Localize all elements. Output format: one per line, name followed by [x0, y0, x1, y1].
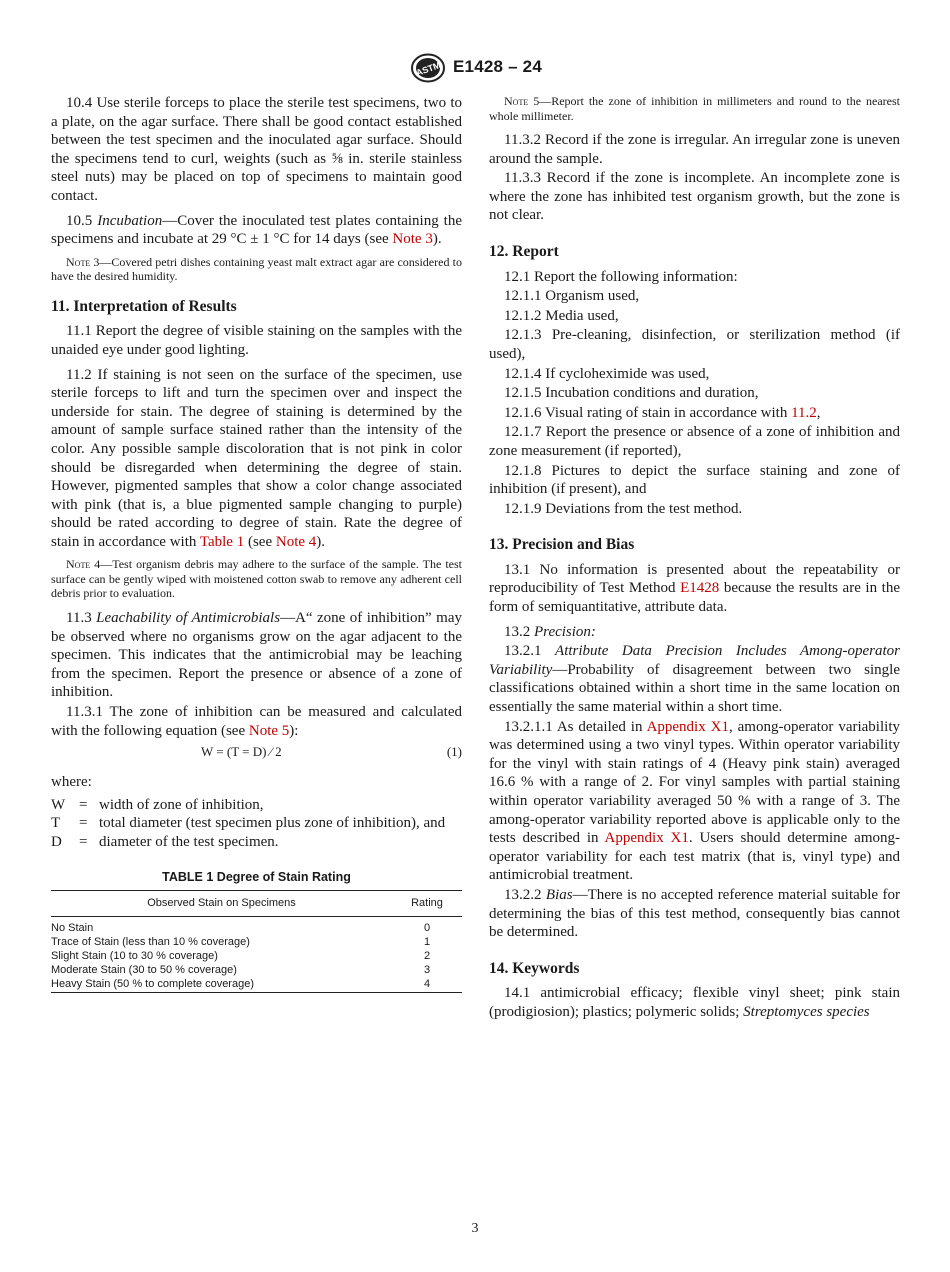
- table-row: No Stain 0: [51, 921, 431, 934]
- page-header: [0, 53, 950, 83]
- report-item: 12.1.3 Pre-cleaning, disinfection, or sterilization method (if used),: [489, 327, 900, 362]
- para-13-2-1: 13.2.1 Attribute Data Precision Includes Among-operator Variability—Probability of disagreement between two single classifications obtained within a short time in the same location on essentially the same material within a short time.: [489, 643, 901, 716]
- report-item: 12.1.7 Report the presence or absence of a zone of inhibition and zone measurement (if reported),: [489, 424, 900, 459]
- appendix-x1-link[interactable]: Appendix X1: [604, 830, 689, 847]
- variable-definitions: [51, 796, 462, 852]
- para-13-1: 13.1 No information is presented about the repeatability or reproducibility of Test Method E1428 because the results are in the form of semiquantitative, attribute data.: [489, 561, 900, 616]
- para-10-4: 10.4 Use sterile forceps to place the sterile test specimens, two to a plate, on the agar surface. There shall be good contact established between the test specimen and the inoculated agar surface. Should the specimens tend to curl, weights (such as ⅝ in. sterile stainless steel nuts) may be placed on top of specimens to maintain good contact.: [51, 95, 462, 204]
- report-item: 12.1.2 Media used,: [504, 307, 619, 324]
- report-item: 12.1.4 If cycloheximide was used,: [504, 365, 710, 382]
- table-1-link[interactable]: Table 1: [199, 533, 245, 550]
- note-4: Note 4—Test organism debris may adhere to the surface of the sample. The test surface can be gently wiped with moistened cotton swab to remove any adherent cell debris prior to evaluation.: [51, 557, 462, 601]
- svg-text:ASTM: ASTM: [414, 59, 443, 78]
- table-header: Rating: [392, 891, 462, 917]
- para-13-2-2: 13.2.2 Bias—There is no accepted reference material suitable for determining the bias of this test method, consequently bias cannot be determined.: [489, 886, 900, 941]
- equation-1: [51, 741, 462, 767]
- section-12-heading: 12. Report: [489, 242, 559, 260]
- report-item: 12.1 Report the following information:: [504, 268, 738, 285]
- astm-logo-icon: [410, 53, 446, 83]
- report-item: 12.1.1 Organism used,: [504, 288, 640, 305]
- definition-row: T = total diameter (test specimen plus zone of inhibition), and: [51, 815, 446, 832]
- para-11-2: 11.2 If staining is not seen on the surface of the specimen, use sterile forceps to lift and turn the specimen over and inspect the underside for stain. The degree of staining is determined by the amount of sample surface stained rather than the intensity of the color. Any possible sample discoloration that is not pink in color should be disregarded when determining the degree of stain. However, pigmented samples that show a color change associated with pink (that is, a blue pigmented sample changing to purple) should be rated according to degree of stain. Rate the degree of stain in accordance with Table 1 (see Note 4).: [51, 366, 462, 550]
- table-row: Heavy Stain (50 % to complete coverage) 4: [51, 977, 462, 993]
- report-item: 12.1.9 Deviations from the test method.: [504, 500, 743, 517]
- para-14-1: 14.1 antimicrobial efficacy; flexible vinyl sheet; pink stain (prodigiosion); plastics; polymeric solids; Streptomyces species: [489, 985, 900, 1020]
- definition-row: W = width of zone of inhibition,: [51, 796, 264, 813]
- note-5-link[interactable]: Note 5: [248, 722, 290, 739]
- document-id: E1428 – 24: [453, 57, 542, 76]
- para-11-3-3: 11.3.3 Record if the zone is incomplete. An incomplete zone is where the zone has inhibited test organism growth, but the zone is not clear.: [489, 170, 900, 224]
- section-14-heading: 14. Keywords: [489, 959, 580, 977]
- definition-row: D = diameter of the test specimen.: [51, 833, 279, 850]
- para-11-3-2: 11.3.2 Record if the zone is irregular. An irregular zone is uneven around the sample.: [489, 132, 900, 167]
- section-11-heading: 11. Interpretation of Results: [51, 297, 237, 315]
- where-label: where:: [51, 774, 92, 791]
- page-number: 3: [471, 1221, 479, 1236]
- table-row: Moderate Stain (30 to 50 % coverage) 3: [51, 963, 431, 976]
- stain-rating-table: [51, 890, 462, 993]
- para-10-5: 10.5 Incubation—Cover the inoculated test plates containing the specimens and incubate at 29 °C ± 1 °C for 14 days (see Note 3).: [51, 212, 463, 248]
- report-item: 12.1.6 Visual rating of stain in accordance with 11.2,: [504, 404, 821, 421]
- note-3: Note 3—Covered petri dishes containing yeast malt extract agar are considered to have the desired humidity.: [51, 254, 462, 284]
- table-row: Slight Stain (10 to 30 % coverage) 2: [51, 949, 431, 962]
- para-11-3-1: 11.3.1 The zone of inhibition can be measured and calculated with the following equation (see Note 5):: [51, 703, 462, 739]
- note-5: Note 5—Report the zone of inhibition in millimeters and round to the nearest whole millimeter.: [489, 94, 900, 123]
- e1428-link[interactable]: E1428: [680, 580, 720, 597]
- note-3-link[interactable]: Note 3: [392, 231, 433, 248]
- left-column: [51, 94, 462, 993]
- para-11-3: 11.3 Leachability of Antimicrobials—A“ zone of inhibition” may be observed where no organisms grow on the agar adjacent to the specimen. This indicates that the antimicrobial may be leaching from the specimen. Report the presence or absence of a zone of inhibition.: [51, 609, 462, 701]
- equation-expression: W = (T = D) ⁄ 2: [201, 744, 282, 760]
- right-column: [489, 94, 900, 1028]
- para-13-2: 13.2 Precision:: [504, 623, 596, 640]
- table-1-caption: TABLE 1 Degree of Stain Rating: [162, 869, 351, 884]
- report-item: 12.1.8 Pictures to depict the surface staining and zone of inhibition (if present), and: [489, 462, 900, 498]
- section-11-2-link[interactable]: 11.2: [791, 404, 817, 421]
- para-13-2-1-1: 13.2.1.1 As detailed in Appendix X1, among-operator variability was determined using a two vinyl types. Within operator variability for the vinyl with stain ratings of 4 (Heavy pink stain) averaged 16.6 % with a range of 2. For vinyl samples with partial staining within operator variability averaged 50 % with a range of 3. The among-operator variability reported above is applicable only to the tests described in Appendix X1. Users should determine among-operator variability for each test matrix (that is, vinyl type) and antimicrobial treatment.: [489, 718, 900, 884]
- table-row: Trace of Stain (less than 10 % coverage) 1: [51, 935, 431, 948]
- appendix-x1-link[interactable]: Appendix X1: [646, 718, 729, 735]
- section-13-heading: 13. Precision and Bias: [489, 536, 635, 554]
- note-4-link[interactable]: Note 4: [275, 533, 317, 550]
- table-header: Observed Stain on Specimens: [51, 891, 392, 917]
- report-item: 12.1.5 Incubation conditions and duration,: [504, 385, 759, 402]
- equation-number: (1): [446, 744, 462, 760]
- para-11-1: 11.1 Report the degree of visible staining on the samples with the unaided eye under good lighting.: [51, 323, 462, 358]
